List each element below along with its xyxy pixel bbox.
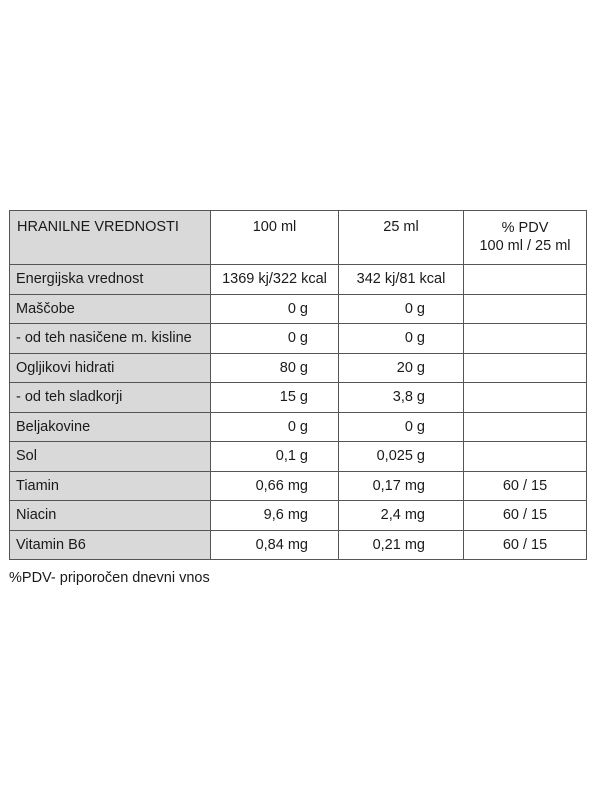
row-name: Maščobe: [10, 294, 211, 324]
row-value-100ml: 0 g: [211, 324, 339, 354]
row-name: - od teh nasičene m. kisline: [10, 324, 211, 354]
row-value-pdv: [464, 383, 587, 413]
table-row: [10, 442, 587, 472]
row-value-100ml: 0,66 mg: [211, 471, 339, 501]
nutrition-table: [9, 210, 587, 560]
row-name: Vitamin B6: [10, 530, 211, 560]
row-value-100ml: 0,84 mg: [211, 530, 339, 560]
row-value-25ml: 0,17 mg: [339, 471, 464, 501]
row-value-pdv: [464, 442, 587, 472]
row-value-25ml: 0 g: [339, 294, 464, 324]
row-value-25ml: 3,8 g: [339, 383, 464, 413]
header-pdv-line1: % PDV: [501, 220, 549, 236]
table-row: [10, 265, 587, 295]
row-value-pdv: [464, 265, 587, 295]
row-value-100ml: 0 g: [211, 294, 339, 324]
row-name: Tiamin: [10, 471, 211, 501]
row-name: Energijska vrednost: [10, 265, 211, 295]
row-value-100ml: 9,6 mg: [211, 501, 339, 531]
row-value-pdv: [464, 353, 587, 383]
table-row: [10, 383, 587, 413]
table-header-row: [10, 211, 587, 265]
header-25ml: 25 ml: [339, 211, 464, 265]
table-row: [10, 294, 587, 324]
table-row: [10, 324, 587, 354]
row-name: - od teh sladkorji: [10, 383, 211, 413]
row-value-pdv: [464, 294, 587, 324]
header-name: HRANILNE VREDNOSTI: [10, 211, 211, 265]
row-value-pdv: 60 / 15: [464, 471, 587, 501]
row-name: Niacin: [10, 501, 211, 531]
row-value-pdv: [464, 324, 587, 354]
row-name: Sol: [10, 442, 211, 472]
footnote: %PDV- priporočen dnevni vnos: [9, 570, 210, 586]
table-row: [10, 501, 587, 531]
row-value-100ml: 1369 kj/322 kcal: [211, 265, 339, 295]
table-row: [10, 412, 587, 442]
row-value-pdv: 60 / 15: [464, 530, 587, 560]
row-value-25ml: 0 g: [339, 412, 464, 442]
row-value-100ml: 80 g: [211, 353, 339, 383]
table-row: [10, 353, 587, 383]
table-row: [10, 471, 587, 501]
header-100ml: 100 ml: [211, 211, 339, 265]
row-value-25ml: 0,025 g: [339, 442, 464, 472]
row-value-25ml: 20 g: [339, 353, 464, 383]
header-pdv-line2: 100 ml / 25 ml: [479, 238, 571, 254]
row-name: Ogljikovi hidrati: [10, 353, 211, 383]
row-value-100ml: 0 g: [211, 412, 339, 442]
row-value-pdv: 60 / 15: [464, 501, 587, 531]
row-value-pdv: [464, 412, 587, 442]
row-value-25ml: 0 g: [339, 324, 464, 354]
row-name: Beljakovine: [10, 412, 211, 442]
row-value-100ml: 0,1 g: [211, 442, 339, 472]
row-value-25ml: 2,4 mg: [339, 501, 464, 531]
row-value-25ml: 0,21 mg: [339, 530, 464, 560]
row-value-25ml: 342 kj/81 kcal: [339, 265, 464, 295]
header-pdv: [464, 211, 587, 265]
table-row: [10, 530, 587, 560]
row-value-100ml: 15 g: [211, 383, 339, 413]
